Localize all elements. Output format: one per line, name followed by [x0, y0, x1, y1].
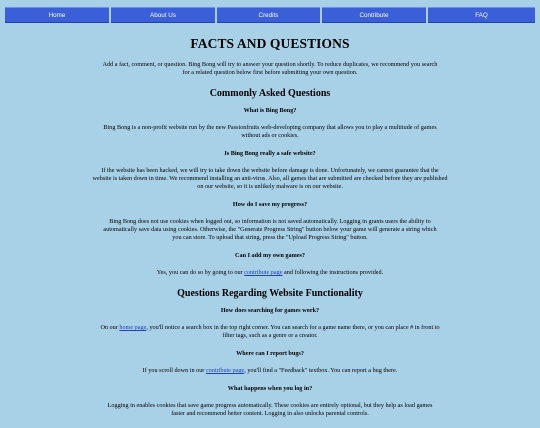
question-safe: Is Bing Bong really a safe website? — [224, 150, 316, 157]
answer-add-games-before: Yes, you can do so by going to our — [156, 269, 245, 276]
main-content — [92, 36, 448, 428]
top-nav — [5, 7, 535, 23]
question-what-is: What is Bing Bong? — [243, 107, 297, 114]
contribute-page-link-2[interactable]: contribute page — [205, 367, 245, 374]
question-save-progress: How do I save my progress? — [232, 201, 308, 208]
nav-faq[interactable]: FAQ — [428, 7, 535, 23]
nav-home[interactable]: Home — [5, 7, 109, 23]
nav-contribute[interactable]: Contribute — [322, 7, 426, 23]
answer-save-progress: Bing Bong does not use cookies when logged out, so information is not saved automatically. Logging in grants users the ability to automatically save data using cookies. Otherwise, the "Generate Progress String" button below your game will generate a string which you can store. To upload that string, press the "Upload Progress String" button. — [103, 218, 437, 241]
answer-report-bugs — [100, 367, 440, 375]
contribute-page-link[interactable]: contribute page — [244, 269, 283, 276]
answer-searching-before: On our — [100, 324, 120, 331]
answer-report-bugs-before: If you scroll down in our — [142, 367, 206, 374]
question-log-in: What happens when you log in? — [227, 385, 313, 392]
intro-text: Add a fact, comment, or question. Bing Bong will try to answer your question shortly. To reduce duplicates, we recommend you search for a related question below first before submitting your own question. — [102, 61, 438, 76]
answer-log-in: Logging in enables cookies that save game progress automatically. These cookies are entirely optional, but they help as load games faster and recommend better content. Logging in also unlocks parental controls. — [107, 402, 433, 417]
answer-what-is: Bing Bong is a non-profit website run by the new Passionfruits web-developing company that allows you to play a multitude of games without ads or cookies. — [103, 124, 437, 139]
answer-safe: If the website has been hacked, we will try to take down the website before damage is done. Unfortunately, we cannot guarantee that the website is taken down in time. We recommend installing an anti-virus. Also, all games that are submitted are checked before they are published on our website, so it is unlikely malware is on our website. — [92, 167, 448, 190]
answer-report-bugs-after: , you'll find a "Feedback" textbox. You can report a bug there. — [244, 367, 398, 374]
answer-searching — [100, 324, 440, 340]
answer-add-games — [100, 269, 440, 277]
section-heading-common: Commonly Asked Questions — [209, 88, 331, 99]
home-page-link[interactable]: home page — [119, 324, 147, 331]
nav-about-us[interactable]: About Us — [111, 7, 215, 23]
section-heading-functionality: Questions Regarding Website Functionality — [177, 288, 363, 299]
question-add-games: Can I add my own games? — [235, 252, 305, 259]
answer-add-games-after: and following the instructions provided. — [282, 269, 384, 276]
question-searching: How does searching for games work? — [220, 307, 320, 314]
nav-credits[interactable]: Credits — [217, 7, 320, 23]
answer-searching-after: , you'll notice a search box in the top right corner. You can search for a game name there, or you can place # in front to filter tags, such as a genre or a creator. — [146, 324, 440, 339]
question-report-bugs: Where can I report bugs? — [236, 350, 304, 357]
page-title: FACTS AND QUESTIONS — [190, 36, 350, 51]
